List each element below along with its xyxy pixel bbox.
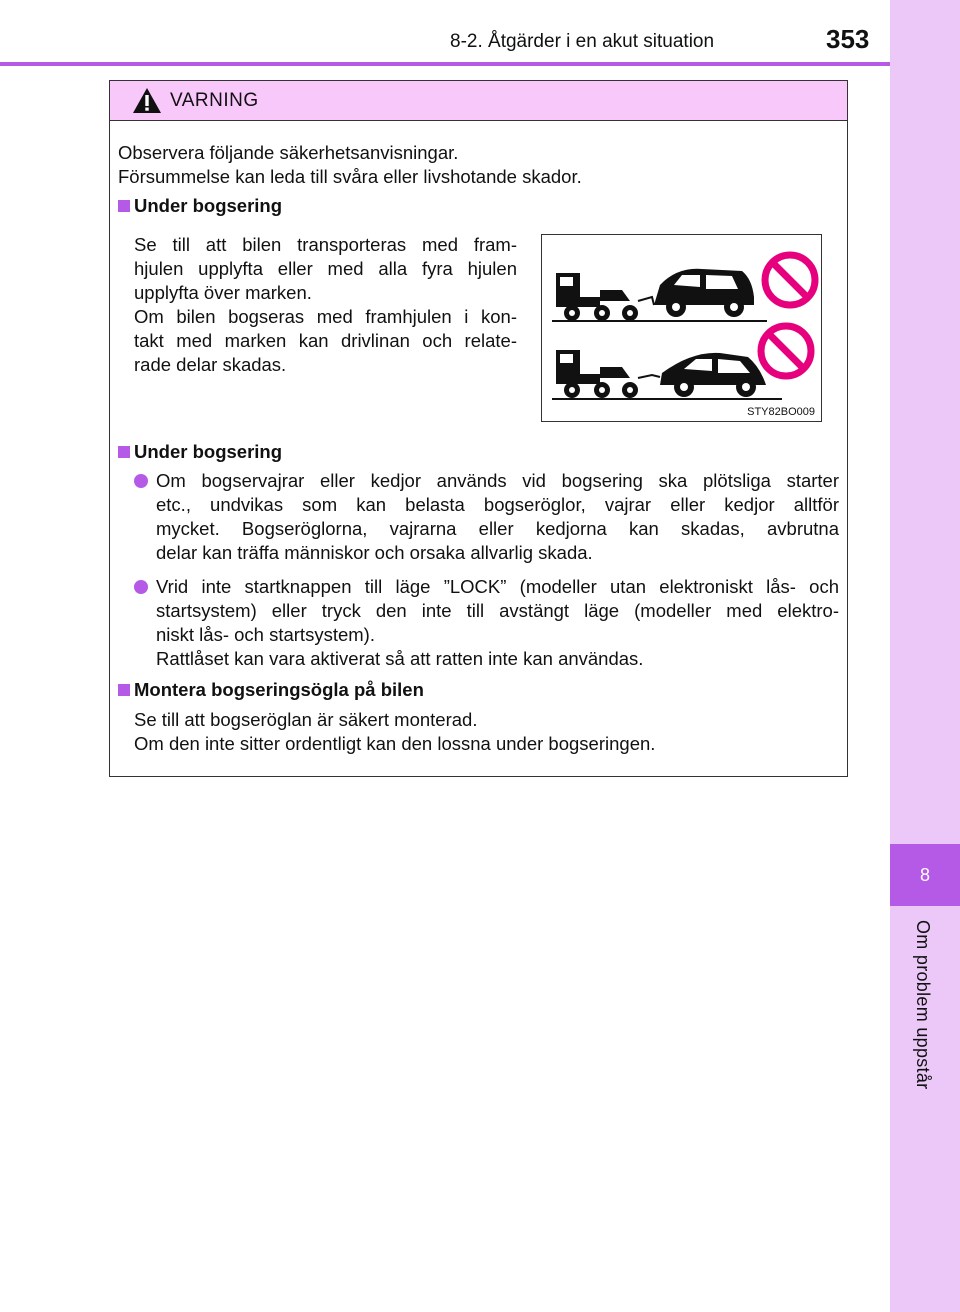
warning-triangle-icon — [132, 87, 162, 114]
section-heading: Under bogsering — [134, 441, 283, 462]
warning-header — [110, 81, 847, 121]
intro-line-2: Försummelse kan leda till svåra eller livshotande skador. — [118, 166, 582, 187]
list-bullet — [134, 580, 148, 594]
page-number: 353 — [826, 24, 870, 54]
tow-truck-icon — [556, 350, 660, 398]
text-line: Om bilen bogseras med framhjulen i kon- — [134, 306, 517, 327]
tow-truck-icon — [556, 273, 654, 321]
text-line: hjulen upplyfta eller med alla fyra hjulen — [134, 258, 517, 279]
side-tab-label: Om problem uppstår — [913, 920, 933, 1090]
section-text — [134, 233, 517, 377]
section-bullet — [118, 200, 130, 212]
text-line: takt med marken kan drivlinan och relate- — [134, 330, 517, 351]
text-line: Om den inte sitter ordentligt kan den lossna under bogseringen. — [134, 733, 656, 754]
list-bullet — [134, 474, 148, 488]
towing-illustration — [541, 234, 822, 422]
list-item — [156, 575, 839, 671]
section-heading: Under bogsering — [134, 195, 283, 216]
list-item — [156, 469, 839, 565]
intro-line-1: Observera följande säkerhetsanvisningar. — [118, 142, 459, 163]
text-line: Rattlåset kan vara aktiverat så att ratten inte kan användas. — [156, 648, 644, 669]
car-icon — [654, 269, 754, 317]
side-tab-strip — [890, 0, 960, 1312]
section-bullet — [118, 446, 130, 458]
text-line: niskt lås- och startsystem). — [156, 624, 375, 645]
section-bullet — [118, 684, 130, 696]
figure-code: STY82BO009 — [747, 406, 815, 418]
text-line: Om bogservajrar eller kedjor används vid bogsering ska plötsliga starter — [156, 470, 839, 491]
text-line: rade delar skadas. — [134, 354, 287, 375]
section-heading: Montera bogseringsögla på bilen — [134, 679, 424, 700]
text-line: Se till att bilen transporteras med fram- — [134, 234, 517, 255]
car-icon — [660, 353, 766, 397]
text-line: startsystem) eller tryck den inte till avstängt läge (modeller med elektro- — [156, 600, 839, 621]
text-line: etc., undvikas som kan belasta bogseröglor, vajrar eller kedjor alltför — [156, 494, 839, 515]
header-rule — [0, 62, 890, 66]
text-line: Se till att bogseröglan är säkert monterad. — [134, 709, 478, 730]
prohibition-icon — [761, 326, 811, 376]
side-tab-chapter: 8 — [890, 844, 960, 906]
text-line: delar kan träffa människor och orsaka allvarlig skada. — [156, 542, 593, 563]
text-line: mycket. Bogseröglorna, vajrarna eller kedjorna kan skadas, avbrutna — [156, 518, 839, 539]
text-line: Vrid inte startknappen till läge ”LOCK” (modeller utan elektroniskt lås- och — [156, 576, 839, 597]
section-title: 8-2. Åtgärder i en akut situation — [450, 31, 715, 52]
prohibition-icon — [765, 255, 815, 305]
text-line: upplyfta över marken. — [134, 282, 312, 303]
towing-diagram — [542, 235, 821, 421]
warning-label: VARNING — [170, 89, 259, 111]
